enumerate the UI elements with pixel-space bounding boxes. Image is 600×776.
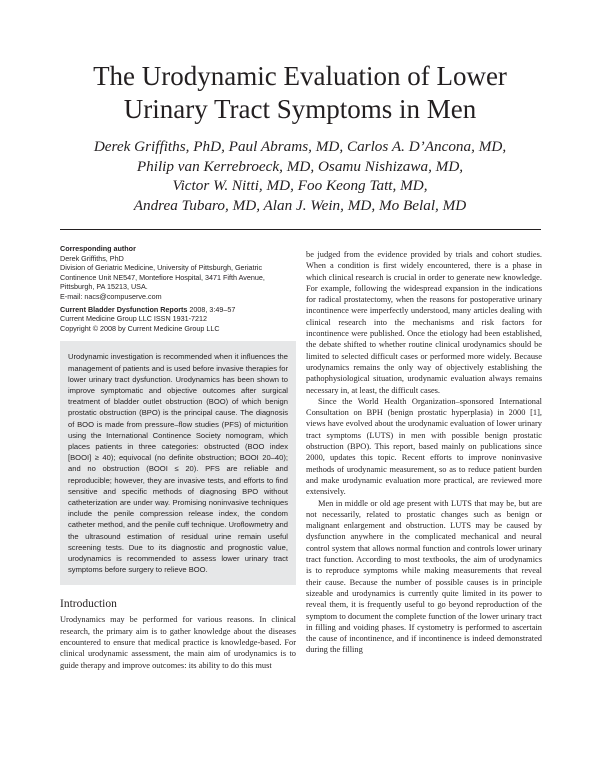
- email-line[interactable]: E-mail: nacs@compuserve.com: [60, 291, 162, 301]
- correspondence-block: [60, 244, 296, 333]
- address-line: Division of Geriatric Medicine, University of Pittsburgh, Geriatric: [60, 263, 263, 273]
- author-name: Derek Griffiths, PhD: [60, 253, 124, 263]
- title-line-2: Urinary Tract Symptoms in Men: [123, 94, 477, 124]
- body-paragraph: be judged from the evidence provided by trials and cohort studies. When a condition is first widely encountered, there is a phase in which clinical research is crucial in order to generate new knowledge. For example, following the widespread expansion in the indications for radical prostatectomy, when the reasons for postoperative urinary incontinence were imperfectly understood, many articles dealing with clinical research into the mechanisms and risk factors for incontinence were published. Once the etiology had been established, the debate shifted to whether routine clinical urodynamics should be limited to selected difficult cases or performed more widely. Because urodynamics remains the only way of objectively establishing the pathophysiological situation, urodynamic evaluation always remains necessary in, at least, the difficult cases.: [306, 250, 542, 395]
- journal-volume: 2008, 3:49–57: [187, 304, 236, 314]
- publisher-line: Current Medicine Group LLC ISSN 1931-7212: [60, 314, 208, 324]
- journal-citation: [60, 305, 296, 315]
- body-paragraph: Since the World Health Organization–sponsored International Consultation on BPH (benign prostatic hyperplasia) in 2000 [1], views have evolved about the urodynamic evaluation of lower urinary tract symptoms (LUTS) in men with possible benign prostatic obstruction (BPO). This report, based mainly on publications since 2000, updates this topic. Recent efforts to improve noninvasive methods of urodynamic measurement, so as to reduce patient burden and make urodynamic evaluation more practical, are reviewed more extensively.: [306, 396, 542, 497]
- abstract-box: [60, 341, 296, 585]
- section-heading-introduction: Introduction: [60, 598, 117, 611]
- article-title: [40, 60, 560, 126]
- abstract-text: Urodynamic investigation is recommended when it influences the management of patients and is used before invasive therapies for lower urinary tract dysfunction. Urodynamics has been shown to improve symptomatic and objective outcomes after surgical treatment of bladder outlet obstruction (BOO) of which benign prostatic obstruction (BPO) is the principal cause. The diagnosis of BOO is made from pressure–flow studies (PFS) of micturition using the International Continence Society nomogram, which places patients in three categories: obstructed (BOO index [BOOI] ≥ 40); equivocal (no definite obstruction; BOOI 20–40); and no obstruction (BOOI ≤ 20). PFS are reliable and reproducible; however, they are invasive tests, and efforts to find sensitive and specific methods of diagnosing BPO without catheterization are under way. Promising noninvasive techniques include the penile compression release index, the condom catheter method, and the penile cuff technique. Uroflowmetry and the ultrasound estimation of residual urine remain useful screening tests. Due to its diagnostic and prognostic value, urodynamics is recommended to assess lower urinary tract symptoms before surgery to relieve BOO.: [68, 352, 288, 575]
- journal-name: Current Bladder Dysfunction Reports: [60, 304, 188, 314]
- right-column: [306, 249, 542, 656]
- address-line: Continence Unit NE547, Montefiore Hospital, 3471 Fifth Avenue,: [60, 272, 265, 282]
- body-paragraph: Urodynamics may be performed for various reasons. In clinical research, the primary aim is to gather knowledge about the diseases encountered to ensure that medical practice is knowledge-based. For clinical urodynamic assessment, the main aim of urodynamics is to guide therapy and improve outcomes: its ability to do this must: [60, 615, 296, 670]
- author-line: Derek Griffiths, PhD, Paul Abrams, MD, Carlos A. D’Ancona, MD,: [93, 138, 507, 155]
- header-divider: [60, 229, 541, 230]
- author-line: Philip van Kerrebroeck, MD, Osamu Nishizawa, MD,: [136, 157, 464, 175]
- author-line: Andrea Tubaro, MD, Alan J. Wein, MD, Mo Belal, MD: [133, 196, 467, 214]
- author-line: Victor W. Nitti, MD, Foo Keong Tatt, MD,: [172, 177, 428, 195]
- body-paragraph: Men in middle or old age present with LUTS that may be, but are not necessarily, related to prostatic changes such as benign or malignant enlargement and obstruction. LUTS may be caused by dysfunction anywhere in the complicated mechanical and neural control system that allows normal function and controls lower urinary tract function. According to most textbooks, the aim of urodynamics is to reproduce symptoms while making measurements that reveal their cause. Because the number of possible causes is in principle sizeable and urodynamics is currently quite limited in its power to reveal them, it is frequently useful to go beyond reproduction of the symptom to document the complete function of the lower urinary tract in filling and voiding phases. If cystometry is performed to ascertain the cause of incontinence, and if incontinence is indeed demonstrated during the filling: [306, 498, 542, 655]
- left-column: [60, 244, 296, 671]
- author-list: [40, 137, 560, 215]
- copyright-line: Copyright © 2008 by Current Medicine Group LLC: [60, 323, 220, 333]
- correspondence-label: Corresponding author: [60, 244, 136, 253]
- title-line-1: The Urodynamic Evaluation of Lower: [93, 61, 507, 91]
- address-line: Pittsburgh, PA 15213, USA.: [60, 282, 148, 292]
